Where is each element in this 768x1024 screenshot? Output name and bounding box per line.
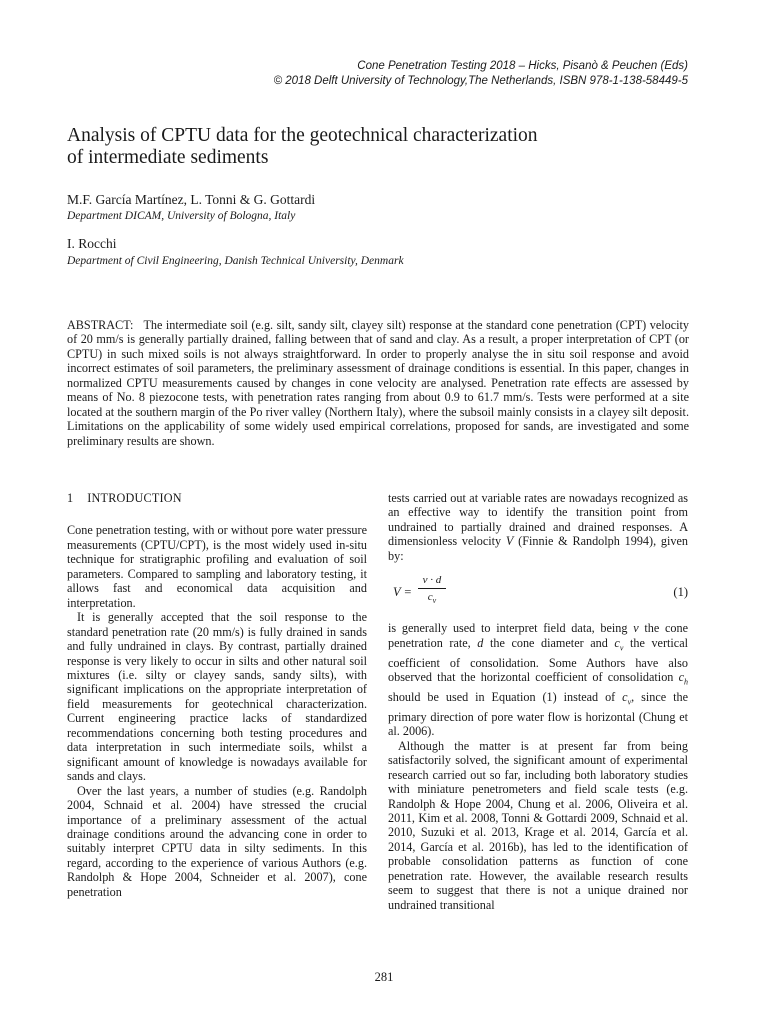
header-line-2: © 2018 Delft University of Technology,The Netherlands, ISBN 978-1-138-58449-5 bbox=[273, 74, 688, 87]
equation-lhs: V = bbox=[393, 585, 412, 600]
paragraph: is generally used to interpret field data, being v the cone penetration rate, d the cone diameter and $c_v$ the vertical coefficient of consolidation. Some Authors have also observed that the horizontal coefficient of consolidation $c_h$ should be used in Equation (1) instead of $c_v$, since the primary direction of pore water flow is horizontal (Chung et al. 2006). bbox=[388, 621, 688, 739]
affiliation-2: Department of Civil Engineering, Danish Technical University, Denmark bbox=[67, 255, 404, 267]
equation-denominator: $c_v$ bbox=[427, 591, 437, 606]
paper-title bbox=[67, 125, 707, 169]
section-title: INTRODUCTION bbox=[87, 491, 182, 505]
section-heading bbox=[67, 491, 367, 505]
paragraph: Over the last years, a number of studies (e.g. Randolph 2004, Schnaid et al. 2004) have stressed the crucial importance of a preliminary assessment of the actual drainage conditions around the advancing cone in order to suitably interpret CPTU data in silty sediments. In this regard, according to the experience of various Authors (e.g. Randolph & Hope 2004, Schneider et al. 2007), cone penetration bbox=[67, 783, 367, 899]
abstract bbox=[67, 318, 689, 448]
paragraph: It is generally accepted that the soil response to the standard penetration rate (20 mm/s) is fully drained in sands and fully undrained in clays. By contrast, partially drained response is very likely to occur in silts and other natural soil mixtures (i.e. silty or clayey sands, sandy silts), with significant implications on the appropriate interpretation of field measurements for geotechnical characterization. Current engineering practice lacks of standardized recommendations concerning both testing procedures and data interpretation in such intermediate soils, whilst a significant amount of knowledge is nowadays available for sands and clays. bbox=[67, 610, 367, 784]
page-number: 281 bbox=[374, 970, 394, 984]
title-line-2: of intermediate sediments bbox=[67, 147, 269, 168]
title-line-1: Analysis of CPTU data for the geotechnical characterization bbox=[67, 125, 538, 146]
affiliation-1: Department DICAM, University of Bologna, Italy bbox=[67, 210, 296, 222]
running-header bbox=[48, 59, 688, 88]
right-column bbox=[388, 491, 688, 912]
author-list-2: I. Rocchi bbox=[67, 236, 117, 251]
equation-1 bbox=[388, 573, 688, 617]
equation-number: (1) bbox=[673, 585, 688, 600]
paragraph: tests carried out at variable rates are nowadays recognized as an effective way to identify the transition point from undrained to partially drained and drained responses. A dimensionless velocity V (Finnie & Randolph 1994), given by: bbox=[388, 491, 688, 563]
equation-numerator: v · d bbox=[422, 574, 442, 587]
abstract-text: The intermediate soil (e.g. silt, sandy silt, clayey silt) response at the standard cone penetration (CPT) velocity of 20 mm/s is generally partially drained, falling between that of sand and clay. As a result, a proper interpretation of CPT (or CPTU) in such mixed soils is not always straightforward. In order to properly analyse the in situ soil response and avoid incorrect estimates of soil parameters, the preliminary assessment of drainage conditions is essential. In this paper, changes in normalized CPTU measurements caused by changes in cone velocity are analysed. Penetration rate effects are assessed by means of No. 8 piezocone tests, with penetration rates ranging from about 0.9 to 61.7 mm/s. Tests were performed at a site located at the southern margin of the Po river valley (Northern Italy), where the subsoil mainly consists in a clayey silt deposit. Limitations on the applicability of some widely used empirical correlations, proposed for sands, are investigated and some preliminary results are shown. bbox=[67, 318, 689, 448]
header-line-1: Cone Penetration Testing 2018 – Hicks, Pisanò & Peuchen (Eds) bbox=[357, 60, 688, 72]
fraction-bar bbox=[418, 588, 446, 589]
section-number: 1 bbox=[67, 491, 74, 505]
paragraph: Cone penetration testing, with or without pore water pressure measurements (CPTU/CPT), is the most widely used in-situ technique for stratigraphic profiling and evaluation of soil parameters. Compared to sampling and laboratory testing, it allows fast and economical data acquisition and interpretation. bbox=[67, 523, 367, 610]
author-list-1: M.F. García Martínez, L. Tonni & G. Gottardi bbox=[67, 192, 316, 207]
abstract-label: ABSTRACT: bbox=[67, 318, 134, 332]
left-column bbox=[67, 491, 367, 899]
equation-fraction bbox=[418, 573, 446, 608]
paragraph: Although the matter is at present far from being satisfactorily solved, the significant amount of experimental research carried out so far, including both laboratory studies with miniature penetrometers and field scale tests (e.g. Randolph & Hope 2004, Chung et al. 2006, Oliveira et al. 2011, Kim et al. 2008, Tonni & Gottardi 2009, Schnaid et al. 2010, Suzuki et al. 2013, Krage et al. 2014, García et al. 2014, García et al. 2016b), has led to the identification of probable consolidation patterns as function of cone penetration rate. However, the available research results seem to suggest that there is not a unique drained nor undrained transitional bbox=[388, 738, 688, 912]
